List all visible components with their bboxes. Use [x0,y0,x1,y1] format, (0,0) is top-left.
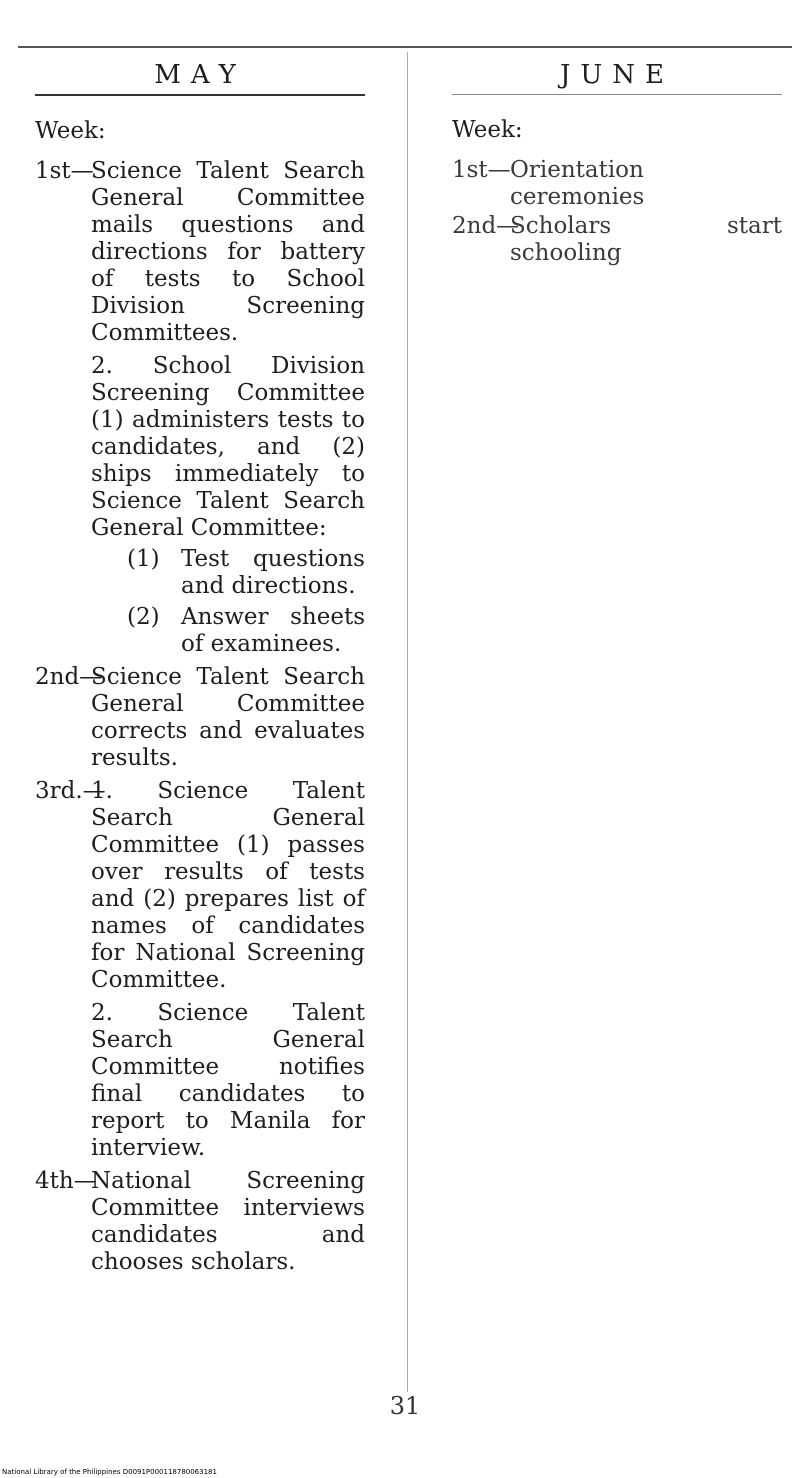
june-week-label: Week: [452,117,523,143]
may-heading: MAY [154,60,246,90]
may-week-1-item-2 [35,604,365,658]
june-heading: JUNE [559,60,675,90]
week-number: 2nd— [35,664,103,690]
may-week-3 [35,778,365,994]
may-column [35,60,365,1276]
may-week-label: Week: [35,118,106,144]
may-week-4 [35,1168,365,1276]
column-divider [407,52,408,1392]
week-text: Orientation ceremonies [510,157,645,210]
item-number: (1) [127,546,160,572]
may-week-1 [35,158,365,347]
june-heading-rule [452,94,782,95]
footer-credit: National Library of the Philippines D0091P000118780063181 [2,1468,217,1476]
week-text: Scholars start schooling [510,213,782,266]
june-week-1 [452,157,782,211]
june-week-2 [452,213,782,267]
page-number: 31 [389,1392,421,1420]
may-week-1-step-2: 2. School Division Screening Committee (1) administers tests to candidates, and (2) ships immediately to Science Talent Search General Committee: [91,353,365,541]
week-text: Science Talent Search General Committee corrects and evaluates results. [91,664,365,771]
week-text: National Screening Committee interviews candidates and chooses scholars. [91,1168,365,1275]
week-text: 1. Science Talent Search General Committee (1) passes over results of tests and (2) prepares list of names of candidates for National Screening Committee. [91,778,365,993]
week-number: 1st— [35,158,94,184]
week-number: 3rd.— [35,778,106,804]
week-number: 4th— [35,1168,97,1194]
may-week-2 [35,664,365,772]
item-number: (2) [127,604,160,630]
june-column [452,60,782,267]
may-week-1-item-1 [35,546,365,600]
item-text: Answer sheets of examinees. [181,604,365,657]
week-text: Science Talent Search General Committee mails questions and directions for battery of tests to School Division Screening Committees. [91,158,365,346]
week-number: 2nd— [452,213,520,239]
week-number: 1st— [452,157,511,183]
may-heading-rule [35,94,365,96]
may-week-3-step-2: 2. Science Talent Search General Committee notifies final candidates to report to Manila for interview. [91,1000,365,1161]
top-rule [18,46,792,48]
item-text: Test questions and directions. [181,546,365,599]
